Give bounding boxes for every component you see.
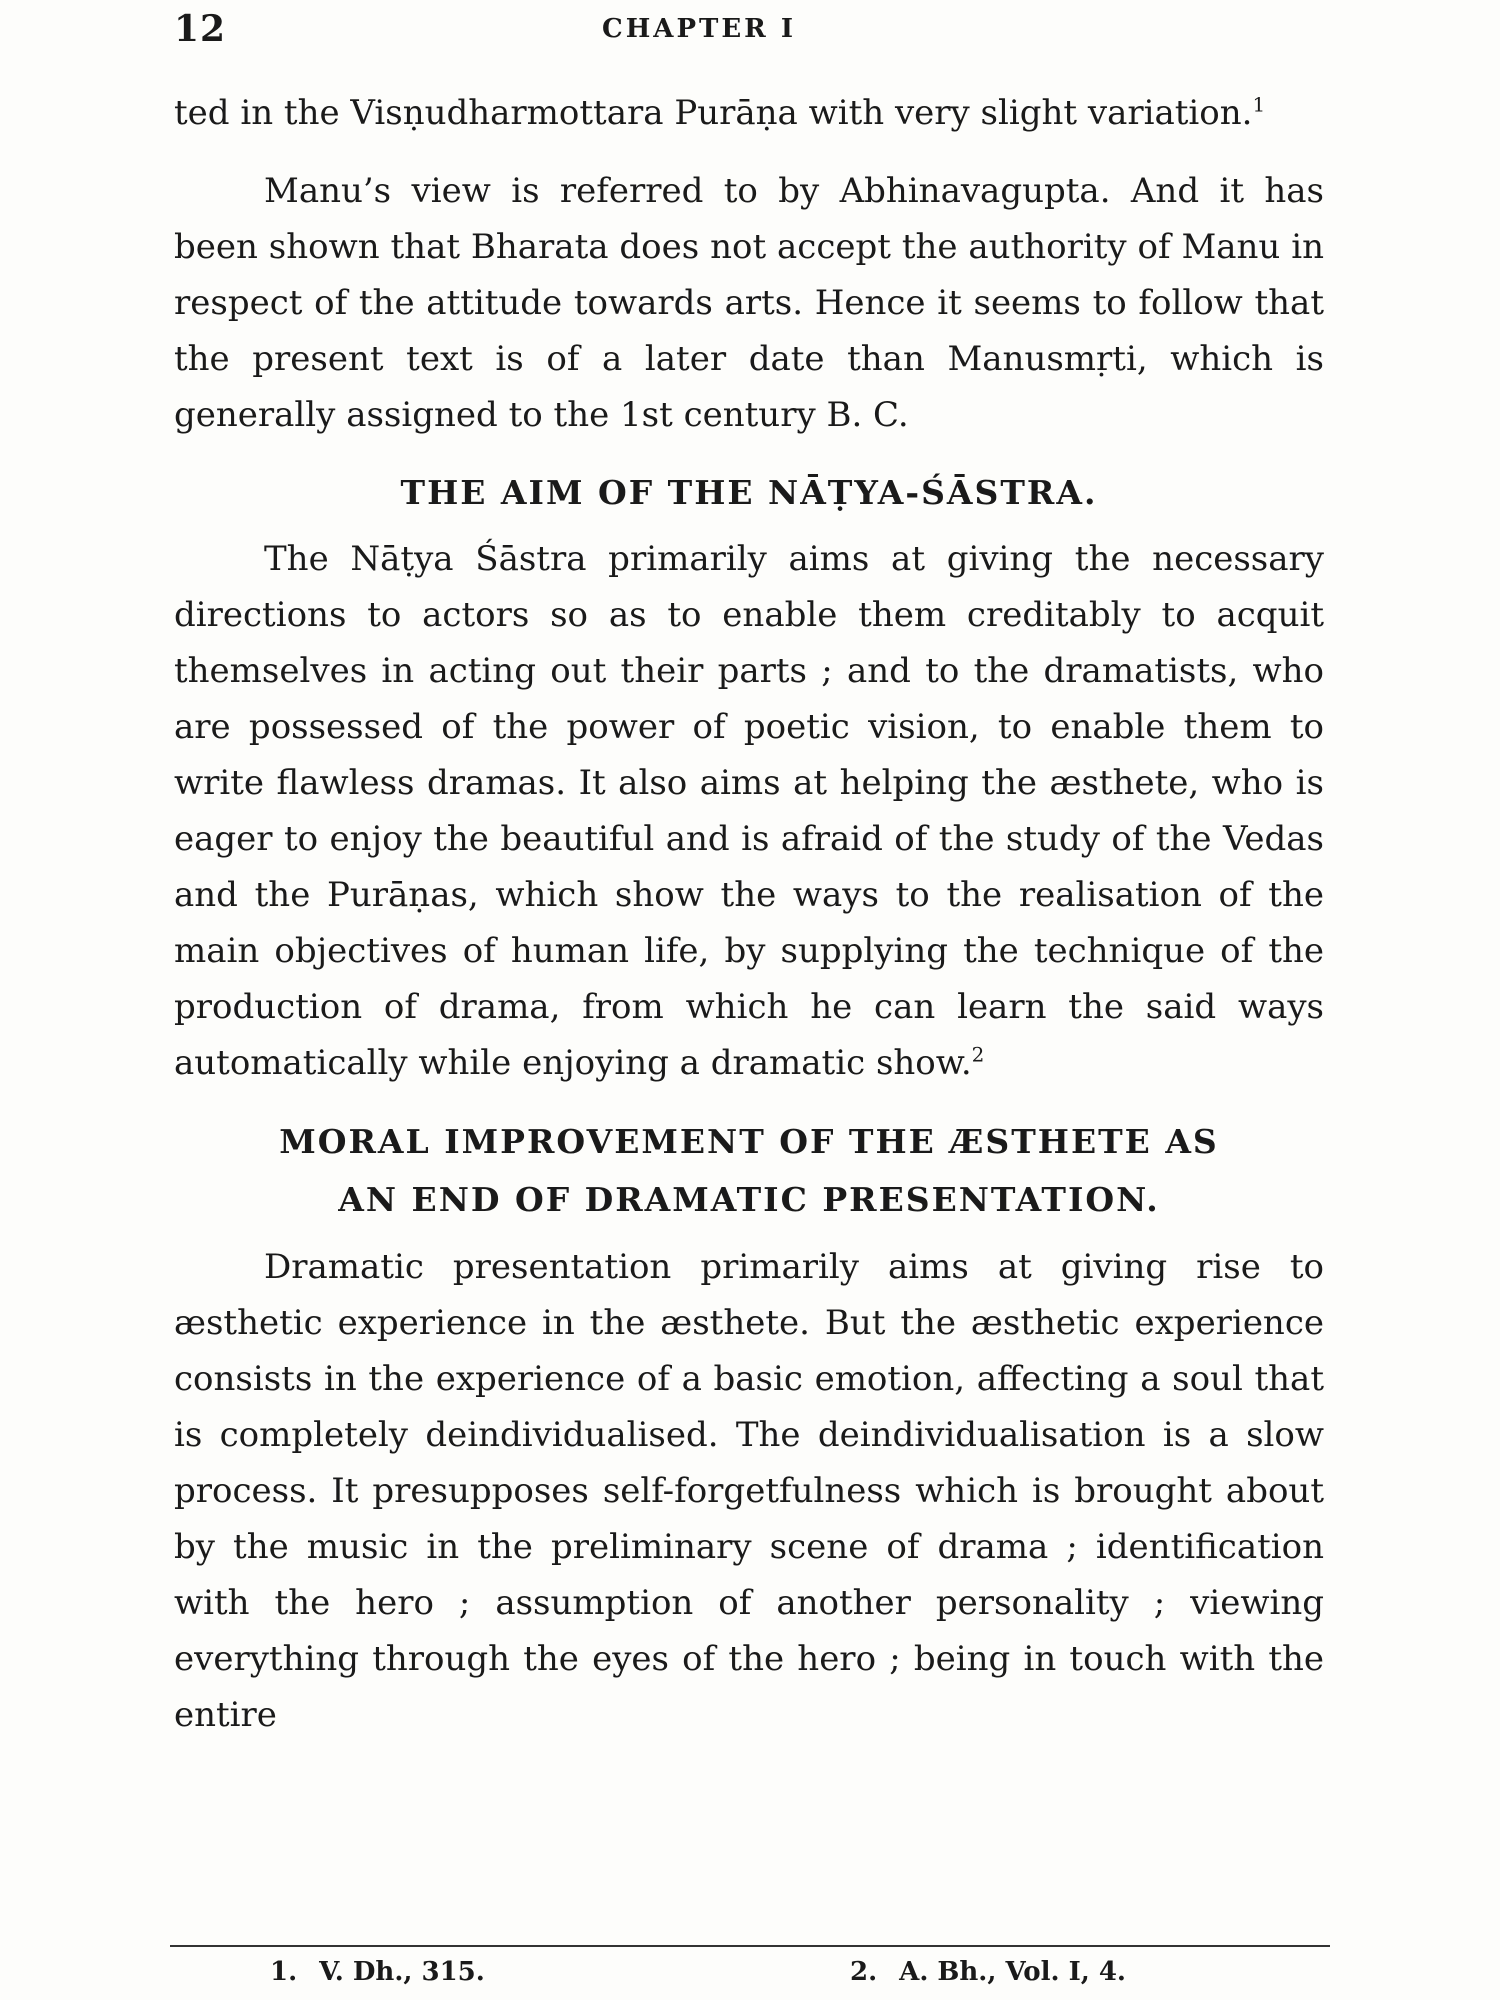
heading-line-2: AN END OF DRAMATIC PRESENTATION. <box>338 1180 1160 1219</box>
running-head <box>174 8 1324 58</box>
footnote-1 <box>270 1957 485 1987</box>
footnote-ref-2: 2 <box>971 1042 985 1067</box>
paragraph-aim <box>174 531 1324 1091</box>
footnote-number: 1. <box>270 1957 298 1987</box>
paragraph-text: The Nāṭya Śāstra primarily aims at giving the necessary directions to actors so as to enable them creditably to acquit themselves in acting out their parts ; and to the dramatists, who are possessed of the power of poetic vision, to enable them to write flawless dramas. It also aims at helping the æsthete, who is eager to enjoy the beautiful and is afraid of the study of the Vedas and the Purāṇas, which show the ways to the realisation of the main objectives of human life, by supplying the technique of the production of drama, from which he can learn the said ways automatically while enjoying a dramatic show. <box>174 539 1324 1083</box>
paragraph-continuation <box>174 85 1324 141</box>
page-number: 12 <box>174 8 227 50</box>
footnotes <box>270 1957 1270 1993</box>
paragraph-manu: Manu’s view is referred to by Abhinavagupta. And it has been shown that Bharata does not accept the authority of Manu in respect of the attitude towards arts. Hence it seems to follow that the present text is of a later date than Manusmṛti, which is generally assigned to the 1st century B. C. <box>174 171 1324 435</box>
footnote-text: V. Dh., 315. <box>319 1957 485 1987</box>
footnote-divider <box>170 1945 1330 1947</box>
footnote-text: A. Bh., Vol. I, 4. <box>899 1957 1126 1987</box>
paragraph-text: ted in the Visṇudharmottara Purāṇa with very slight variation. <box>174 93 1253 133</box>
section-heading-moral <box>174 1113 1324 1229</box>
body-text <box>174 85 1324 1743</box>
footnote-2 <box>850 1957 1126 1987</box>
footnote-number: 2. <box>850 1957 878 1987</box>
paragraph-moral: Dramatic presentation primarily aims at giving rise to æsthetic experience in the æsthete. But the æsthetic experience consists in the experience of a basic emotion, affecting a soul that is completely deindividualised. The deindividualisation is a slow process. It presupposes self-forgetfulness which is brought about by the music in the preliminary scene of drama ; identification with the hero ; assumption of another personality ; viewing everything through the eyes of the hero ; being in touch with the entire <box>174 1247 1324 1735</box>
section-heading-aim: THE AIM OF THE NĀṬYA-ŚĀSTRA. <box>400 473 1098 512</box>
footnote-ref-1: 1 <box>1252 92 1266 117</box>
heading-line-1: MORAL IMPROVEMENT OF THE ÆSTHETE AS <box>279 1122 1219 1161</box>
chapter-title: CHAPTER I <box>602 14 796 44</box>
